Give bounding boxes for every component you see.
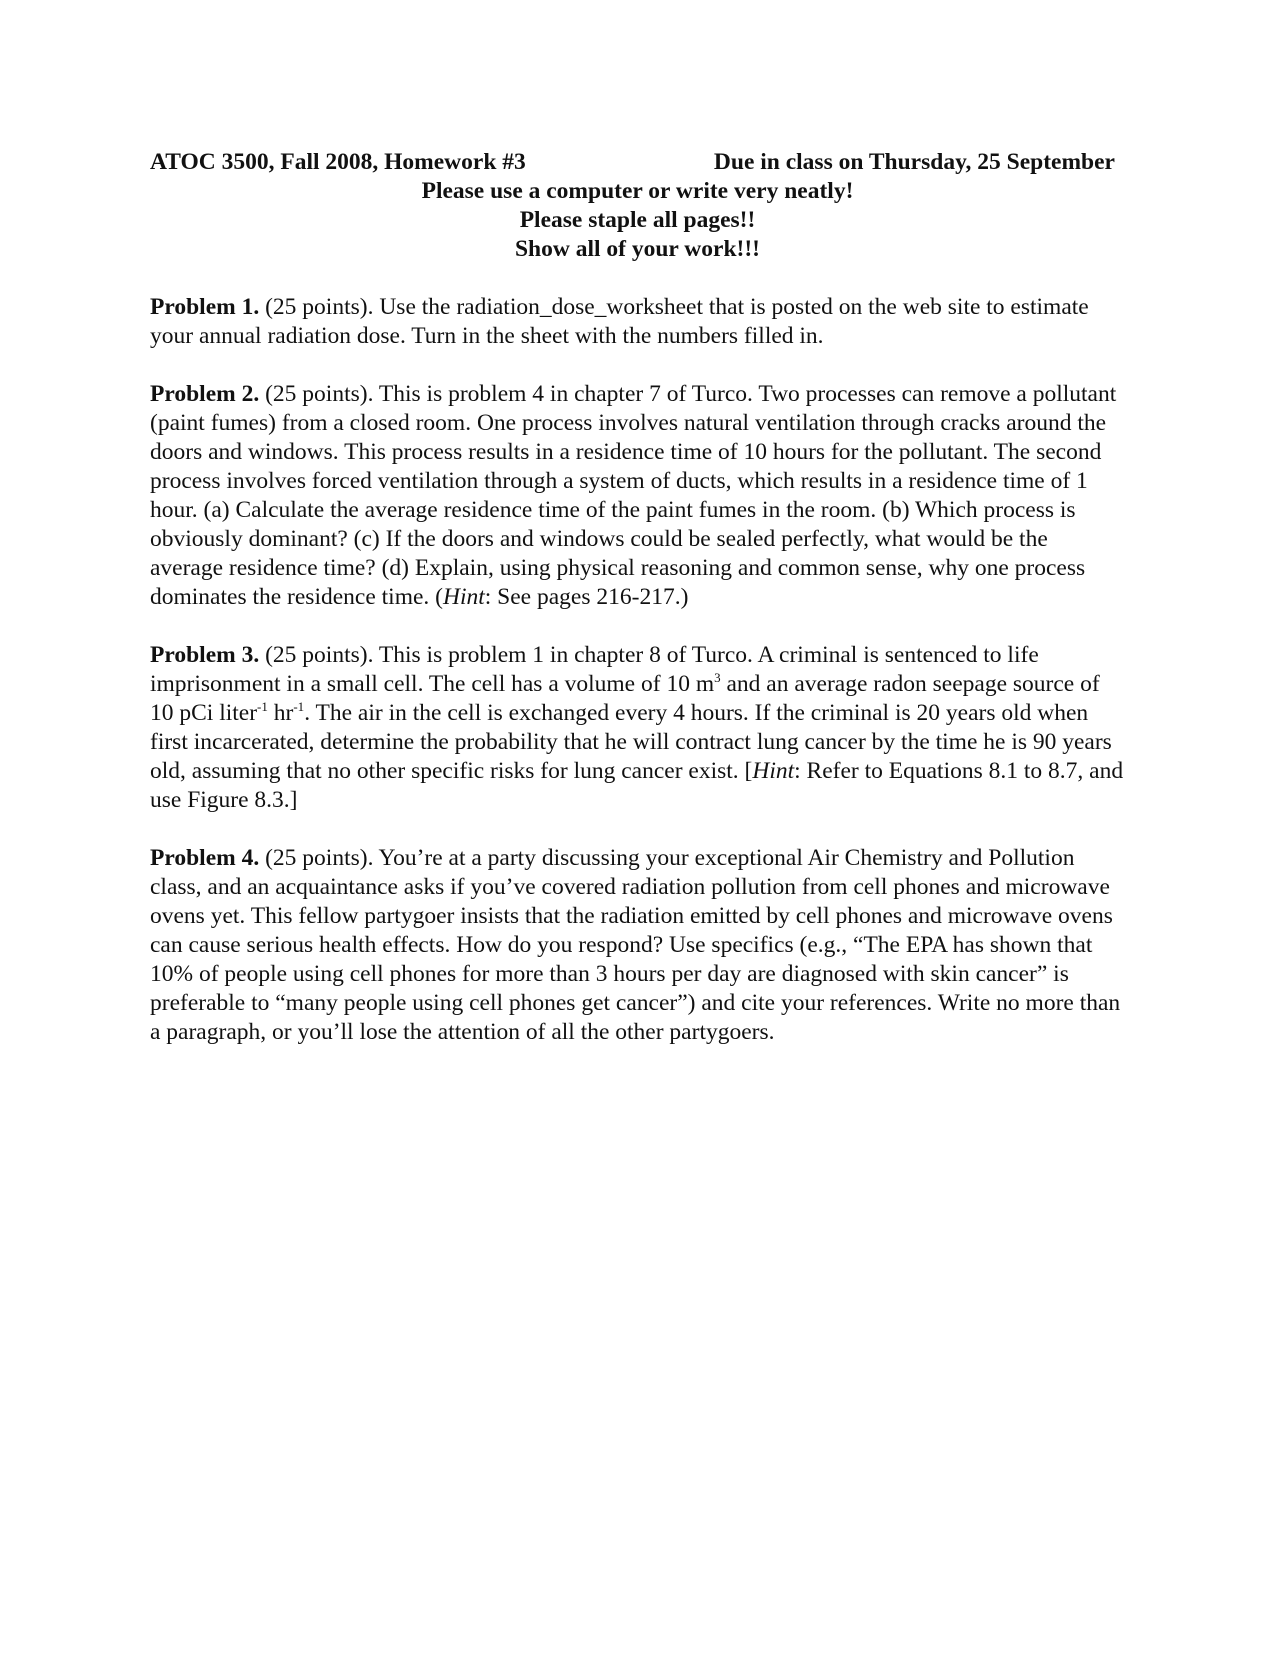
- problem-2-text-end: : See pages 216-217.): [484, 584, 689, 610]
- header-line: [150, 148, 1125, 177]
- problem-2: [150, 380, 1125, 612]
- problem-2-title: Problem 2.: [150, 381, 260, 407]
- problem-3-text-d: . The air in the cell is exchanged every 4 hours. If the criminal is 20 years old when first incarcerated, determine the probability that he will contract lung cancer by the time he is 90 years old, assuming that no other specific risks for lung cancer exist. [: [150, 700, 1112, 784]
- problem-3-hint-label: Hint: [752, 758, 795, 784]
- problem-3-text-b: and an average radon seepage source of 10 pCi liter: [150, 671, 1100, 726]
- problem-3-text-a: (25 points). This is problem 1 in chapter 8 of Turco. A criminal is sentenced to life imprisonment in a small cell. The cell has a volume of 10 m: [150, 642, 1039, 697]
- problem-2-hint-label: Hint: [443, 584, 485, 610]
- instruction-staple: Please staple all pages!!: [519, 207, 756, 233]
- problem-1-title: Problem 1.: [150, 294, 260, 320]
- problem-4-text: (25 points). You’re at a party discussing your exceptional Air Chemistry and Pollution class, and an acquaintance asks if you’ve covered radiation pollution from cell phones and microwave ovens yet. This fellow partygoer insists that the radiation emitted by cell phones and microwave ovens can cause serious health effects. How do you respond? Use specifics (e.g., “The EPA has shown that 10% of people using cell phones for more than 3 hours per day are diagnosed with skin cancer” is preferable to “many people using cell phones get cancer”) and cite your references. Write no more than a paragraph, or you’ll lose the attention of all the other partygoers.: [150, 845, 1121, 1045]
- problem-4-title: Problem 4.: [150, 845, 260, 871]
- problem-3-sup-liter: -1: [257, 699, 268, 714]
- problem-1: [150, 293, 1125, 351]
- due-date: Due in class on Thursday, 25 September: [713, 149, 1115, 175]
- problem-3: [150, 641, 1125, 815]
- homework-document: [150, 148, 1125, 1047]
- problem-3-text-c: hr: [267, 700, 294, 726]
- problem-1-text: (25 points). Use the radiation_dose_worksheet that is posted on the web site to estimate your annual radiation dose. Turn in the sheet with the numbers filled in.: [150, 294, 1089, 349]
- problem-3-text-end: : Refer to Equations 8.1 to 8.7, and use Figure 8.3.]: [150, 758, 1124, 813]
- instruction-show-work: Show all of your work!!!: [514, 236, 761, 262]
- problem-3-sup-cubic: 3: [714, 670, 721, 685]
- problem-3-sup-hour: -1: [293, 699, 305, 714]
- instruction-neatness: Please use a computer or write very neatly!: [421, 178, 854, 204]
- problem-2-text: (25 points). This is problem 4 in chapter 7 of Turco. Two processes can remove a pollutant (paint fumes) from a closed room. One process involves natural ventilation through cracks around the doors and windows. This process results in a residence time of 10 hours for the pollutant. The second process involves forced ventilation through a system of ducts, which results in a residence time of 1 hour. (a) Calculate the average residence time of the paint fumes in the room. (b) Which process is obviously dominant? (c) If the doors and windows could be sealed perfectly, what would be the average residence time? (d) Explain, using physical reasoning and common sense, why one process dominates the residence time. (: [150, 381, 1117, 610]
- problem-4: [150, 844, 1125, 1047]
- course-title: ATOC 3500, Fall 2008, Homework #3: [150, 149, 526, 175]
- problem-3-title: Problem 3.: [150, 642, 260, 668]
